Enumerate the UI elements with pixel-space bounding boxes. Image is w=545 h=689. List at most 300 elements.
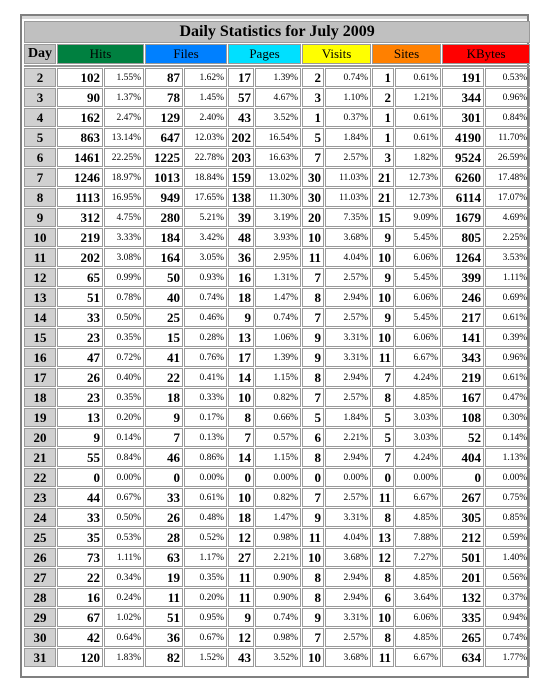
visits-cell: 8 <box>302 588 324 607</box>
hits-pct-cell: 3.08% <box>104 248 144 267</box>
visits-cell: 10 <box>302 228 324 247</box>
table-row <box>24 128 530 147</box>
files-pct-cell: 5.21% <box>184 208 227 227</box>
hits-pct-cell: 2.47% <box>104 108 144 127</box>
kbytes-cell: 265 <box>442 628 484 647</box>
day-cell: 2 <box>24 68 56 87</box>
sites-cell: 9 <box>372 268 394 287</box>
files-cell: 51 <box>145 608 183 627</box>
hits-pct-cell: 16.95% <box>104 188 144 207</box>
files-pct-cell: 1.17% <box>184 548 227 567</box>
visits-pct-cell: 3.31% <box>325 328 371 347</box>
kbytes-cell: 191 <box>442 68 484 87</box>
pages-pct-cell: 2.21% <box>255 548 301 567</box>
sites-cell: 21 <box>372 168 394 187</box>
kbytes-cell: 6114 <box>442 188 484 207</box>
hits-pct-cell: 3.33% <box>104 228 144 247</box>
sites-cell: 5 <box>372 408 394 427</box>
table-title: Daily Statistics for July 2009 <box>24 21 530 43</box>
kbytes-pct-cell: 0.96% <box>485 348 530 367</box>
hits-cell: 90 <box>57 88 103 107</box>
sites-cell: 10 <box>372 608 394 627</box>
visits-pct-cell: 11.03% <box>325 168 371 187</box>
hits-pct-cell: 0.34% <box>104 568 144 587</box>
sites-pct-cell: 4.24% <box>395 448 441 467</box>
day-cell: 21 <box>24 448 56 467</box>
pages-cell: 13 <box>228 328 254 347</box>
visits-pct-cell: 2.57% <box>325 308 371 327</box>
hits-pct-cell: 0.40% <box>104 368 144 387</box>
visits-pct-cell: 0.00% <box>325 468 371 487</box>
files-pct-cell: 1.62% <box>184 68 227 87</box>
hits-cell: 22 <box>57 568 103 587</box>
visits-cell: 7 <box>302 268 324 287</box>
table-row <box>24 568 530 587</box>
visits-pct-cell: 1.10% <box>325 88 371 107</box>
files-cell: 28 <box>145 528 183 547</box>
table-row <box>24 328 530 347</box>
sites-cell: 8 <box>372 628 394 647</box>
hits-pct-cell: 0.20% <box>104 408 144 427</box>
files-cell: 50 <box>145 268 183 287</box>
kbytes-cell: 9524 <box>442 148 484 167</box>
header-hits: Hits <box>57 44 144 64</box>
hits-pct-cell: 1.37% <box>104 88 144 107</box>
hits-pct-cell: 1.11% <box>104 548 144 567</box>
visits-cell: 2 <box>302 68 324 87</box>
day-cell: 10 <box>24 228 56 247</box>
files-cell: 0 <box>145 468 183 487</box>
sites-pct-cell: 3.03% <box>395 428 441 447</box>
day-cell: 14 <box>24 308 56 327</box>
hits-cell: 1461 <box>57 148 103 167</box>
hits-pct-cell: 18.97% <box>104 168 144 187</box>
table-body <box>24 68 530 667</box>
kbytes-pct-cell: 0.39% <box>485 328 530 347</box>
sites-cell: 11 <box>372 648 394 667</box>
visits-pct-cell: 3.68% <box>325 648 371 667</box>
files-pct-cell: 0.28% <box>184 328 227 347</box>
hits-cell: 102 <box>57 68 103 87</box>
hits-pct-cell: 0.99% <box>104 268 144 287</box>
pages-cell: 48 <box>228 228 254 247</box>
kbytes-cell: 132 <box>442 588 484 607</box>
day-cell: 22 <box>24 468 56 487</box>
pages-pct-cell: 1.47% <box>255 288 301 307</box>
visits-cell: 11 <box>302 248 324 267</box>
files-pct-cell: 0.93% <box>184 268 227 287</box>
hits-cell: 1113 <box>57 188 103 207</box>
pages-pct-cell: 0.82% <box>255 488 301 507</box>
hits-cell: 26 <box>57 368 103 387</box>
day-cell: 6 <box>24 148 56 167</box>
table-row <box>24 228 530 247</box>
sites-pct-cell: 6.67% <box>395 348 441 367</box>
sites-pct-cell: 6.06% <box>395 328 441 347</box>
pages-cell: 17 <box>228 348 254 367</box>
visits-pct-cell: 3.68% <box>325 548 371 567</box>
files-cell: 184 <box>145 228 183 247</box>
kbytes-cell: 501 <box>442 548 484 567</box>
hits-cell: 120 <box>57 648 103 667</box>
files-pct-cell: 0.86% <box>184 448 227 467</box>
kbytes-cell: 399 <box>442 268 484 287</box>
day-cell: 20 <box>24 428 56 447</box>
pages-pct-cell: 0.98% <box>255 528 301 547</box>
sites-pct-cell: 1.21% <box>395 88 441 107</box>
files-pct-cell: 0.61% <box>184 488 227 507</box>
pages-cell: 39 <box>228 208 254 227</box>
files-cell: 36 <box>145 628 183 647</box>
sites-cell: 3 <box>372 148 394 167</box>
files-pct-cell: 0.00% <box>184 468 227 487</box>
pages-cell: 11 <box>228 568 254 587</box>
hits-pct-cell: 0.84% <box>104 448 144 467</box>
pages-cell: 43 <box>228 648 254 667</box>
sites-cell: 0 <box>372 468 394 487</box>
pages-pct-cell: 0.74% <box>255 608 301 627</box>
hits-pct-cell: 13.14% <box>104 128 144 147</box>
pages-pct-cell: 0.74% <box>255 308 301 327</box>
kbytes-pct-cell: 0.84% <box>485 108 530 127</box>
hits-cell: 47 <box>57 348 103 367</box>
files-pct-cell: 0.48% <box>184 508 227 527</box>
sites-cell: 6 <box>372 588 394 607</box>
table-row <box>24 508 530 527</box>
kbytes-cell: 6260 <box>442 168 484 187</box>
kbytes-pct-cell: 1.11% <box>485 268 530 287</box>
kbytes-pct-cell: 3.53% <box>485 248 530 267</box>
visits-cell: 5 <box>302 408 324 427</box>
day-cell: 13 <box>24 288 56 307</box>
kbytes-pct-cell: 0.59% <box>485 528 530 547</box>
sites-pct-cell: 6.06% <box>395 288 441 307</box>
visits-cell: 30 <box>302 168 324 187</box>
visits-pct-cell: 2.94% <box>325 588 371 607</box>
table-row <box>24 488 530 507</box>
day-cell: 24 <box>24 508 56 527</box>
sites-pct-cell: 0.61% <box>395 128 441 147</box>
table-row <box>24 288 530 307</box>
hits-pct-cell: 0.35% <box>104 328 144 347</box>
files-pct-cell: 0.13% <box>184 428 227 447</box>
files-cell: 647 <box>145 128 183 147</box>
sites-cell: 10 <box>372 328 394 347</box>
hits-cell: 33 <box>57 308 103 327</box>
hits-pct-cell: 0.50% <box>104 308 144 327</box>
files-cell: 129 <box>145 108 183 127</box>
visits-cell: 8 <box>302 568 324 587</box>
sites-pct-cell: 6.67% <box>395 488 441 507</box>
day-cell: 29 <box>24 608 56 627</box>
sites-pct-cell: 0.61% <box>395 68 441 87</box>
kbytes-pct-cell: 0.75% <box>485 488 530 507</box>
visits-pct-cell: 3.31% <box>325 348 371 367</box>
kbytes-cell: 634 <box>442 648 484 667</box>
kbytes-cell: 1264 <box>442 248 484 267</box>
kbytes-pct-cell: 0.96% <box>485 88 530 107</box>
kbytes-cell: 212 <box>442 528 484 547</box>
files-cell: 9 <box>145 408 183 427</box>
pages-cell: 9 <box>228 608 254 627</box>
header-files: Files <box>145 44 227 64</box>
visits-cell: 30 <box>302 188 324 207</box>
pages-cell: 0 <box>228 468 254 487</box>
hits-pct-cell: 0.53% <box>104 528 144 547</box>
hits-cell: 51 <box>57 288 103 307</box>
hits-cell: 219 <box>57 228 103 247</box>
hits-cell: 42 <box>57 628 103 647</box>
pages-pct-cell: 0.90% <box>255 588 301 607</box>
kbytes-cell: 0 <box>442 468 484 487</box>
hits-cell: 35 <box>57 528 103 547</box>
top-border-bar <box>22 16 527 19</box>
sites-pct-cell: 1.82% <box>395 148 441 167</box>
pages-pct-cell: 3.19% <box>255 208 301 227</box>
files-pct-cell: 0.33% <box>184 388 227 407</box>
kbytes-pct-cell: 0.53% <box>485 68 530 87</box>
kbytes-pct-cell: 11.70% <box>485 128 530 147</box>
visits-cell: 7 <box>302 488 324 507</box>
hits-pct-cell: 0.50% <box>104 508 144 527</box>
pages-cell: 14 <box>228 368 254 387</box>
hits-cell: 13 <box>57 408 103 427</box>
stats-frame <box>20 14 529 678</box>
pages-cell: 16 <box>228 268 254 287</box>
sites-cell: 1 <box>372 108 394 127</box>
hits-pct-cell: 0.24% <box>104 588 144 607</box>
pages-cell: 18 <box>228 288 254 307</box>
pages-pct-cell: 1.31% <box>255 268 301 287</box>
pages-cell: 18 <box>228 508 254 527</box>
table-row <box>24 248 530 267</box>
day-cell: 3 <box>24 88 56 107</box>
visits-cell: 9 <box>302 508 324 527</box>
kbytes-pct-cell: 0.61% <box>485 368 530 387</box>
day-cell: 7 <box>24 168 56 187</box>
table-row <box>24 188 530 207</box>
hits-pct-cell: 0.00% <box>104 468 144 487</box>
pages-cell: 138 <box>228 188 254 207</box>
hits-pct-cell: 1.02% <box>104 608 144 627</box>
pages-cell: 10 <box>228 388 254 407</box>
files-pct-cell: 3.05% <box>184 248 227 267</box>
visits-cell: 7 <box>302 308 324 327</box>
kbytes-cell: 267 <box>442 488 484 507</box>
files-cell: 25 <box>145 308 183 327</box>
files-cell: 164 <box>145 248 183 267</box>
hits-cell: 863 <box>57 128 103 147</box>
hits-pct-cell: 22.25% <box>104 148 144 167</box>
files-pct-cell: 0.41% <box>184 368 227 387</box>
hits-cell: 16 <box>57 588 103 607</box>
hits-cell: 0 <box>57 468 103 487</box>
day-cell: 23 <box>24 488 56 507</box>
visits-cell: 5 <box>302 128 324 147</box>
day-cell: 15 <box>24 328 56 347</box>
table-row <box>24 148 530 167</box>
hits-pct-cell: 0.35% <box>104 388 144 407</box>
sites-cell: 7 <box>372 368 394 387</box>
visits-cell: 7 <box>302 388 324 407</box>
day-cell: 25 <box>24 528 56 547</box>
files-pct-cell: 0.46% <box>184 308 227 327</box>
table-row <box>24 588 530 607</box>
pages-pct-cell: 1.15% <box>255 368 301 387</box>
hits-pct-cell: 0.67% <box>104 488 144 507</box>
visits-cell: 8 <box>302 288 324 307</box>
hits-cell: 55 <box>57 448 103 467</box>
kbytes-cell: 108 <box>442 408 484 427</box>
sites-cell: 13 <box>372 528 394 547</box>
visits-cell: 0 <box>302 468 324 487</box>
files-pct-cell: 17.65% <box>184 188 227 207</box>
hits-cell: 67 <box>57 608 103 627</box>
daily-statistics-table <box>23 20 531 668</box>
visits-pct-cell: 2.57% <box>325 488 371 507</box>
sites-pct-cell: 4.85% <box>395 508 441 527</box>
day-cell: 12 <box>24 268 56 287</box>
kbytes-cell: 52 <box>442 428 484 447</box>
day-cell: 18 <box>24 388 56 407</box>
pages-pct-cell: 0.57% <box>255 428 301 447</box>
files-cell: 63 <box>145 548 183 567</box>
kbytes-pct-cell: 1.13% <box>485 448 530 467</box>
table-row <box>24 308 530 327</box>
day-cell: 26 <box>24 548 56 567</box>
files-cell: 949 <box>145 188 183 207</box>
visits-cell: 8 <box>302 448 324 467</box>
kbytes-pct-cell: 4.69% <box>485 208 530 227</box>
hits-cell: 44 <box>57 488 103 507</box>
kbytes-cell: 201 <box>442 568 484 587</box>
kbytes-cell: 246 <box>442 288 484 307</box>
table-row <box>24 628 530 647</box>
sites-pct-cell: 4.24% <box>395 368 441 387</box>
kbytes-pct-cell: 0.61% <box>485 308 530 327</box>
kbytes-pct-cell: 0.69% <box>485 288 530 307</box>
files-cell: 82 <box>145 648 183 667</box>
kbytes-cell: 343 <box>442 348 484 367</box>
sites-pct-cell: 7.88% <box>395 528 441 547</box>
sites-cell: 8 <box>372 568 394 587</box>
table-row <box>24 88 530 107</box>
visits-cell: 6 <box>302 428 324 447</box>
table-row <box>24 348 530 367</box>
hits-pct-cell: 1.83% <box>104 648 144 667</box>
pages-pct-cell: 1.15% <box>255 448 301 467</box>
files-cell: 1225 <box>145 148 183 167</box>
visits-pct-cell: 3.68% <box>325 228 371 247</box>
sites-cell: 1 <box>372 128 394 147</box>
kbytes-pct-cell: 17.48% <box>485 168 530 187</box>
hits-pct-cell: 4.75% <box>104 208 144 227</box>
pages-cell: 159 <box>228 168 254 187</box>
visits-pct-cell: 2.94% <box>325 288 371 307</box>
day-cell: 4 <box>24 108 56 127</box>
files-cell: 22 <box>145 368 183 387</box>
sites-cell: 9 <box>372 308 394 327</box>
kbytes-cell: 404 <box>442 448 484 467</box>
header-day: Day <box>24 44 56 64</box>
table-row <box>24 408 530 427</box>
sites-pct-cell: 9.09% <box>395 208 441 227</box>
pages-cell: 12 <box>228 628 254 647</box>
sites-cell: 12 <box>372 548 394 567</box>
pages-pct-cell: 0.66% <box>255 408 301 427</box>
kbytes-pct-cell: 17.07% <box>485 188 530 207</box>
sites-pct-cell: 3.64% <box>395 588 441 607</box>
visits-pct-cell: 2.94% <box>325 448 371 467</box>
files-cell: 87 <box>145 68 183 87</box>
day-cell: 9 <box>24 208 56 227</box>
header-visits: Visits <box>302 44 371 64</box>
table-row <box>24 168 530 187</box>
visits-cell: 3 <box>302 88 324 107</box>
visits-cell: 20 <box>302 208 324 227</box>
sites-cell: 11 <box>372 488 394 507</box>
files-pct-cell: 0.20% <box>184 588 227 607</box>
sites-pct-cell: 6.06% <box>395 608 441 627</box>
visits-pct-cell: 3.31% <box>325 608 371 627</box>
visits-cell: 7 <box>302 148 324 167</box>
hits-cell: 312 <box>57 208 103 227</box>
header-sites: Sites <box>372 44 441 64</box>
pages-pct-cell: 1.39% <box>255 68 301 87</box>
day-cell: 28 <box>24 588 56 607</box>
hits-pct-cell: 0.14% <box>104 428 144 447</box>
pages-pct-cell: 4.67% <box>255 88 301 107</box>
sites-pct-cell: 0.61% <box>395 108 441 127</box>
visits-pct-cell: 1.84% <box>325 408 371 427</box>
files-pct-cell: 22.78% <box>184 148 227 167</box>
visits-pct-cell: 2.21% <box>325 428 371 447</box>
sites-cell: 21 <box>372 188 394 207</box>
pages-pct-cell: 0.00% <box>255 468 301 487</box>
hits-pct-cell: 0.72% <box>104 348 144 367</box>
table-row <box>24 528 530 547</box>
kbytes-cell: 305 <box>442 508 484 527</box>
kbytes-pct-cell: 26.59% <box>485 148 530 167</box>
visits-cell: 9 <box>302 348 324 367</box>
files-cell: 15 <box>145 328 183 347</box>
sites-pct-cell: 0.00% <box>395 468 441 487</box>
hits-cell: 33 <box>57 508 103 527</box>
day-cell: 30 <box>24 628 56 647</box>
table-row <box>24 268 530 287</box>
pages-cell: 10 <box>228 488 254 507</box>
visits-cell: 9 <box>302 608 324 627</box>
files-pct-cell: 0.35% <box>184 568 227 587</box>
files-pct-cell: 18.84% <box>184 168 227 187</box>
pages-pct-cell: 1.47% <box>255 508 301 527</box>
kbytes-cell: 217 <box>442 308 484 327</box>
files-cell: 26 <box>145 508 183 527</box>
kbytes-pct-cell: 0.85% <box>485 508 530 527</box>
kbytes-cell: 167 <box>442 388 484 407</box>
pages-pct-cell: 13.02% <box>255 168 301 187</box>
pages-pct-cell: 3.93% <box>255 228 301 247</box>
files-pct-cell: 1.45% <box>184 88 227 107</box>
sites-pct-cell: 6.06% <box>395 248 441 267</box>
kbytes-pct-cell: 0.30% <box>485 408 530 427</box>
pages-cell: 36 <box>228 248 254 267</box>
header-pages: Pages <box>228 44 301 64</box>
files-pct-cell: 12.03% <box>184 128 227 147</box>
pages-cell: 43 <box>228 108 254 127</box>
files-pct-cell: 3.42% <box>184 228 227 247</box>
pages-pct-cell: 1.06% <box>255 328 301 347</box>
